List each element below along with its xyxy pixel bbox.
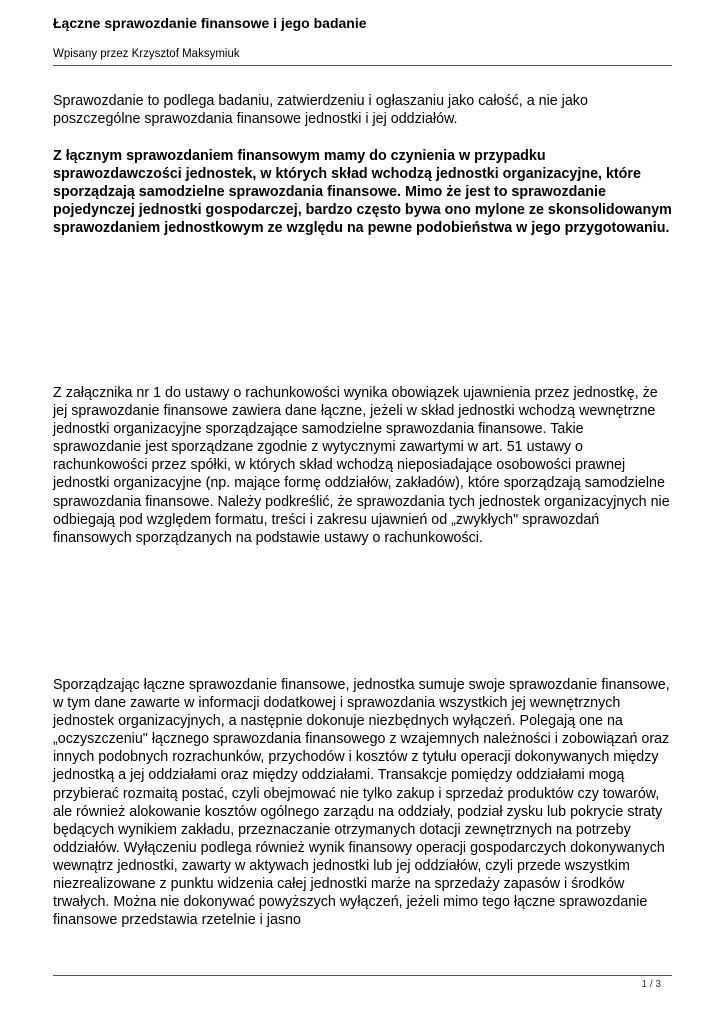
paragraph-body: Sporządzając łączne sprawozdanie finansowe, jednostka sumuje swoje sprawozdanie finansowe, w tym dane zawarte w informacji dodatkowej i sprawozdania wszystkich jej wewnętrznych jednostek organizacyjnych, a następnie dokonuje niezbędnych wyłączeń. Polegają one na „oczyszczeniu" łącznego sprawozdania finansowego z wzajemnych należności i zobowiązań oraz innych podobnych rozrachunków, przychodów i kosztów z tytułu operacji dokonywanych między jednostką a jej oddziałami oraz między oddziałami. Transakcje pomiędzy oddziałami mogą przybierać rozmaitą postać, czyli obejmować nie tylko zakup i sprzedaż produktów czy towarów, ale również alokowanie kosztów ogólnego zarządu na oddziały, podział zysku lub pokrycie straty będących wynikiem zakładu, przeznaczanie otrzymanych dotacji zewnętrznych na potrzeby oddziałów. Wyłączeniu podlega również wynik finansowy operacji gospodarczych dokonywanych wewnątrz jednostki, zawarty w aktywach jednostki lub jej oddziałów, czyli przede wszystkim niezrealizowane z punktu widzenia całej jednostki marże na sprzedaży zapasów i środków trwałych. Można nie dokonywać powyższych wyłączeń, jeżeli mimo tego łączne sprawozdanie finansowe przedstawia rzetelnie i jasno (53, 677, 670, 929)
paragraph-body: Z załącznika nr 1 do ustawy o rachunkowości wynika obowiązek ujawnienia przez jednostkę, że jej sprawozdanie finansowe zawiera dane łączne, jeżeli w skład jednostki wchodzą wewnętrzne jednostki organizacyjne sporządzające samodzielne sprawozdania finansowe. Takie sprawozdanie jest sporządzane zgodnie z wytycznymi zawartymi w art. 51 ustawy o rachunkowości przez spółki, w których skład wchodzą nieposiadające osobowości prawnej jednostki organizacyjne (np. mające formę oddziałów, zakładów), które sporządzają samodzielne sprawozdania finansowe. Należy podkreślić, że sprawozdania tych jednostek organizacyjnych nie odbiegają pod względem formatu, treści i zakresu ujawnień od „zwykłych" sprawozdań finansowych sporządzanych na podstawie ustawy o rachunkowości. (53, 385, 670, 546)
footer-divider (53, 975, 672, 976)
page-title: Łączne sprawozdanie finansowe i jego badanie (53, 15, 367, 31)
paragraph-intro: Sprawozdanie to podlega badaniu, zatwierdzeniu i ogłaszaniu jako całość, a nie jako poszczególne sprawozdania finansowe jednostki i jej oddziałów. (53, 93, 588, 128)
page-number: 1 / 3 (641, 979, 661, 990)
paragraph-lead: Z łącznym sprawozdaniem finansowym mamy do czynienia w przypadku sprawozdawczości jednostek, w których skład wchodzą jednostki organizacyjne, które sporządzają samodzielne sprawozdania finansowe. Mimo że jest to sprawozdanie pojedynczej jednostki gospodarczej, bardzo często bywa ono mylone ze skonsolidowanym sprawozdaniem jednostkowym ze względu na pewne podobieństwa w jego przygotowaniu. (53, 148, 672, 237)
header-divider (53, 65, 672, 66)
author-byline: Wpisany przez Krzysztof Maksymiuk (53, 48, 240, 60)
